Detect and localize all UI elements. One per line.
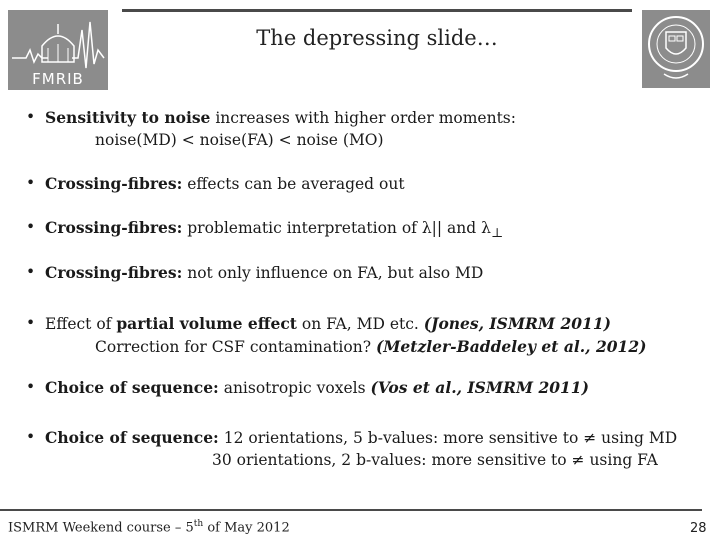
footer-text: ISMRM Weekend course – 5th of May 2012 (8, 519, 290, 536)
oxford-university-crest (642, 10, 710, 88)
bullet-dot-icon: • (26, 428, 36, 446)
citation: (Jones, ISMRM 2011) (423, 314, 611, 333)
bullet-dot-icon: • (26, 108, 36, 126)
lambda-parallel-symbol: λ|| (421, 219, 443, 237)
bullet-dot-icon: • (26, 263, 36, 281)
bullet-dot-icon: • (26, 314, 36, 332)
bullet-dot-icon: • (26, 378, 36, 396)
footer-rule (0, 509, 702, 511)
slide-title: The depressing slide… (256, 26, 498, 50)
citation: (Vos et al., ISMRM 2011) (370, 378, 589, 397)
bullet-subline: 30 orientations, 2 b-values: more sensitive to ≠ using FA (212, 451, 658, 469)
bullet-subline: Correction for CSF contamination? (Metzler-Baddeley et al., 2012) (95, 337, 647, 356)
title-rule (122, 9, 632, 12)
bullet-dot-icon: • (26, 174, 36, 192)
oxford-crest-icon (642, 10, 710, 88)
fmrib-logo-text: FMRIB (32, 70, 84, 88)
bullet-subline: noise(MD) < noise(FA) < noise (MO) (95, 131, 384, 149)
bullet-dot-icon: • (26, 218, 36, 236)
citation: (Metzler-Baddeley et al., 2012) (375, 337, 647, 356)
lambda-perp-symbol: λ (481, 219, 491, 237)
page-number: 28 (690, 521, 707, 536)
fmrib-logo (8, 10, 108, 90)
